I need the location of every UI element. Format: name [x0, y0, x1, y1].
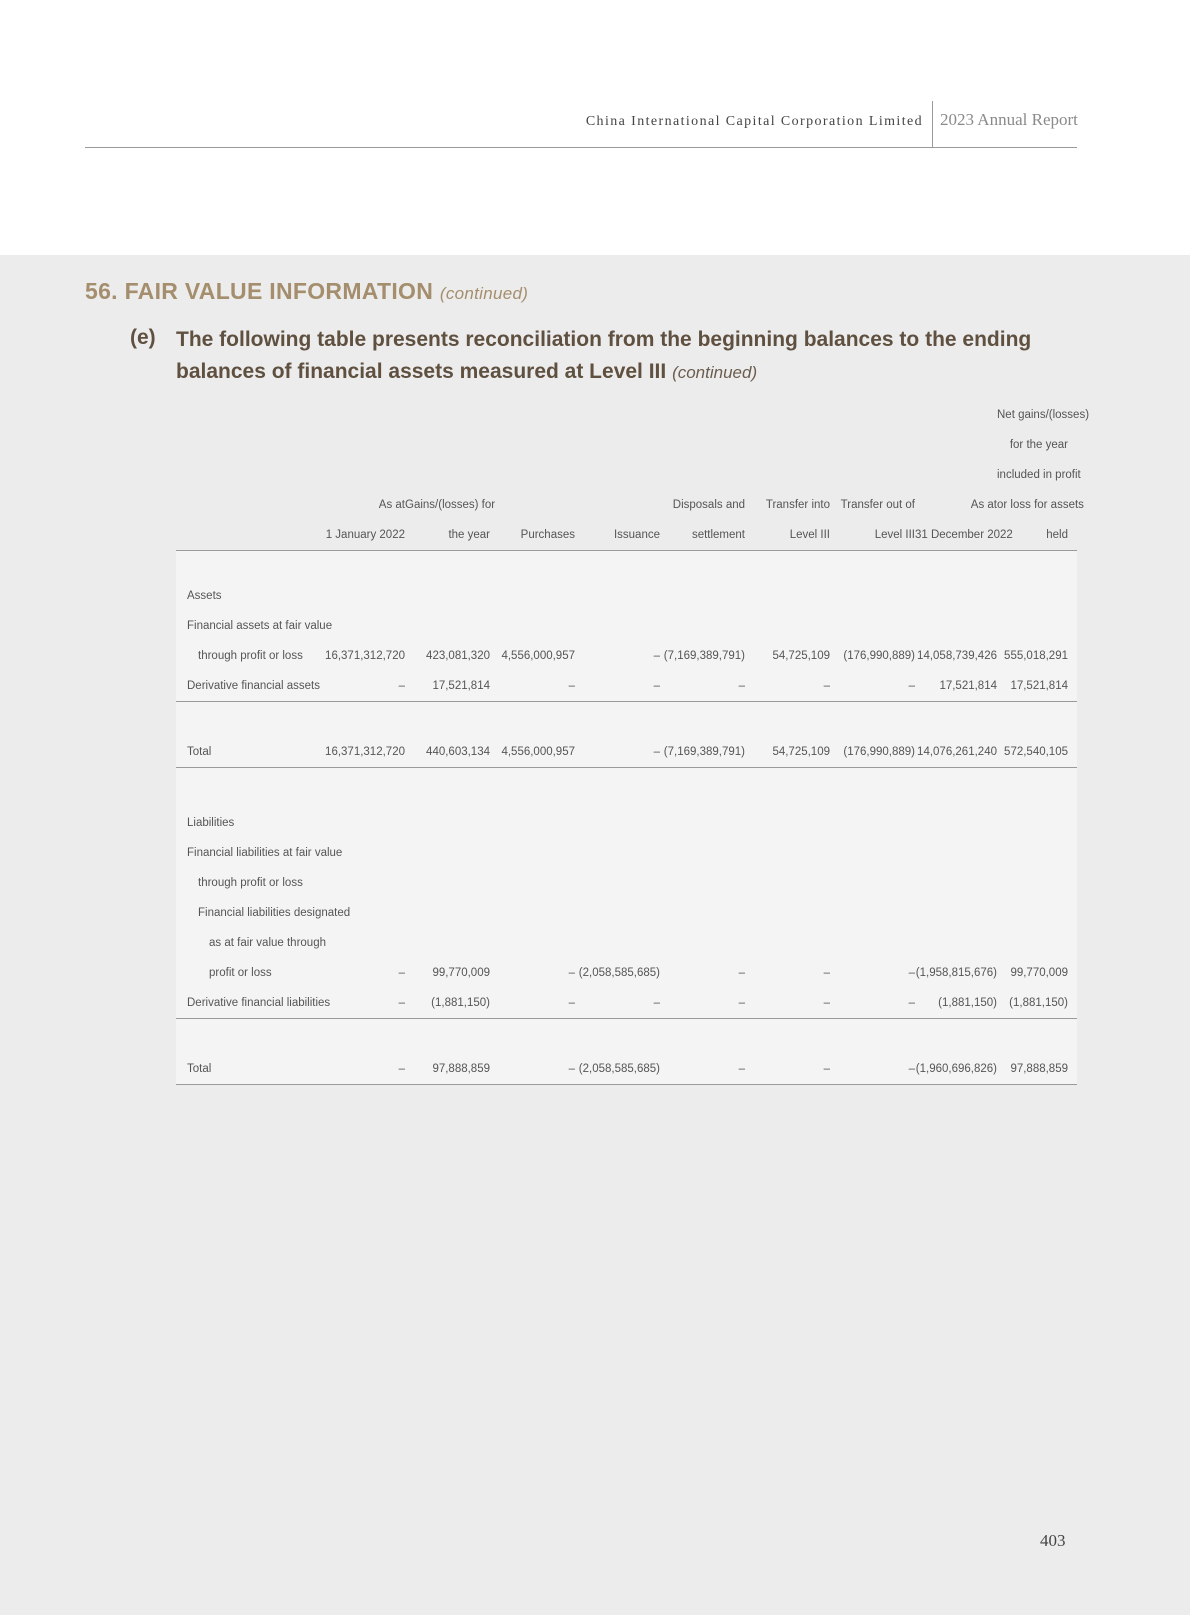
section-title-text: FAIR VALUE INFORMATION — [124, 278, 434, 304]
table-row-fl-designated — [176, 958, 1077, 988]
header-cell — [490, 400, 575, 430]
table-cell: 14,058,739,426 — [915, 641, 997, 671]
table-cell: (1,958,815,676) — [915, 958, 997, 988]
table-cell: (1,960,696,826) — [915, 1054, 997, 1085]
header-cell — [176, 430, 320, 460]
table-cell: (7,169,389,791) — [660, 641, 745, 671]
header-cell: Purchases — [490, 520, 575, 551]
header-cell — [575, 460, 660, 490]
spacer-row — [176, 551, 1077, 567]
table-row-total-assets — [176, 737, 1077, 768]
header-cell — [320, 430, 405, 460]
header-cell — [405, 460, 490, 490]
table-cell: 54,725,109 — [745, 737, 830, 768]
table-cell: 97,888,859 — [405, 1054, 490, 1085]
header-cell — [176, 490, 320, 520]
table-row-fl-label — [176, 838, 1077, 868]
header-cell — [660, 400, 745, 430]
header-row — [176, 430, 1077, 460]
section-continued: (continued) — [439, 284, 529, 303]
table-cell: 99,770,009 — [997, 958, 1077, 988]
reconciliation-table — [176, 400, 1090, 1085]
table-cell: 423,081,320 — [405, 641, 490, 671]
header-cell — [830, 460, 915, 490]
header-cell — [490, 490, 575, 520]
subsection-title — [176, 324, 1081, 389]
row-label: Financial liabilities designated — [176, 898, 1077, 928]
table-cell: 16,371,312,720 — [320, 737, 405, 768]
table-cell: – — [575, 641, 660, 671]
header-cell — [176, 460, 320, 490]
table-cell: – — [490, 988, 575, 1019]
header-cell: for the year — [1009, 439, 1068, 451]
table-cell: – — [830, 1054, 915, 1085]
table-cell: 4,556,000,957 — [490, 737, 575, 768]
header-cell: Level III — [745, 520, 830, 551]
table-cell: – — [320, 671, 405, 702]
header-cell — [405, 430, 490, 460]
header-cell: included in profit — [997, 469, 1081, 481]
table-cell: – — [575, 737, 660, 768]
header-rule — [85, 147, 1077, 148]
table-row-derivative-assets — [176, 671, 1077, 702]
header-cell — [575, 400, 660, 430]
header-cell: 31 December 2022 — [915, 520, 997, 551]
table-cell: 54,725,109 — [745, 641, 830, 671]
table-cell: 17,521,814 — [915, 671, 997, 702]
table-cell: – — [320, 1054, 405, 1085]
table-cell: (1,881,150) — [997, 988, 1077, 1019]
header-cell — [915, 430, 997, 460]
table-cell: – — [745, 988, 830, 1019]
header-cell: Gains/(losses) for — [405, 499, 496, 511]
table-cell: – — [320, 958, 405, 988]
header-cell — [915, 460, 997, 490]
table-cell: – — [745, 958, 830, 988]
table-row-liabilities-label — [176, 808, 1077, 838]
table-cell: – — [660, 671, 745, 702]
header-cell: Issuance — [575, 520, 660, 551]
table-cell: – — [830, 988, 915, 1019]
table-row-derivative-liabilities — [176, 988, 1077, 1019]
header-row — [176, 460, 1077, 490]
table-cell: 17,521,814 — [405, 671, 490, 702]
table-row-fvtpl-label — [176, 611, 1077, 641]
header-row — [176, 520, 1077, 551]
header-cell: Net gains/(losses) — [997, 409, 1090, 421]
table-cell: – — [320, 988, 405, 1019]
header-cell — [320, 460, 405, 490]
header-company-name: China International Capital Corporation Limited — [585, 114, 923, 129]
table-cell: – — [660, 1054, 745, 1085]
table-cell: – — [745, 1054, 830, 1085]
row-label: Derivative financial liabilities — [176, 988, 320, 1019]
table-cell: 555,018,291 — [997, 641, 1077, 671]
header-cell: or loss for assets — [997, 499, 1084, 511]
table-cell: – — [830, 671, 915, 702]
row-label: Liabilities — [176, 808, 1077, 838]
table-cell: (176,990,889) — [830, 737, 915, 768]
table-cell: – — [575, 988, 660, 1019]
spacer-row — [176, 788, 1077, 808]
header-cell: Transfer out of — [840, 499, 915, 511]
spacer-row — [176, 566, 1077, 581]
table-cell: – — [830, 958, 915, 988]
header-cell — [745, 460, 830, 490]
header-cell — [405, 400, 490, 430]
header-cell: Level III — [830, 520, 915, 551]
table-cell: (1,881,150) — [405, 988, 490, 1019]
header-cell — [575, 430, 660, 460]
table-cell: – — [490, 958, 575, 988]
table-cell: (2,058,585,685) — [575, 1054, 660, 1085]
table-cell: – — [745, 671, 830, 702]
row-label: Total — [176, 737, 320, 768]
subsection-continued: (continued) — [672, 363, 758, 382]
table-cell: (2,058,585,685) — [575, 958, 660, 988]
row-label: Derivative financial assets — [176, 671, 320, 702]
table-cell: – — [490, 671, 575, 702]
section-number: 56. — [85, 278, 118, 304]
header-cell: settlement — [660, 520, 745, 551]
header-cell: the year — [405, 520, 490, 551]
table-cell: – — [490, 1054, 575, 1085]
page-number: 403 — [1040, 1531, 1066, 1550]
header-cell — [745, 400, 830, 430]
table-cell: – — [660, 988, 745, 1019]
row-label: through profit or loss — [176, 868, 1077, 898]
table-cell: (1,881,150) — [915, 988, 997, 1019]
table-row-fl-label — [176, 898, 1077, 928]
subsection-title-text: The following table presents reconciliation from the beginning balances to the ending balances of financial assets measured at Level III — [176, 328, 1032, 383]
row-label: Total — [176, 1054, 320, 1085]
header-cell — [176, 520, 320, 551]
table-cell: 14,076,261,240 — [915, 737, 997, 768]
spacer-row — [176, 1039, 1077, 1054]
table-row-fl-label — [176, 868, 1077, 898]
table-cell: – — [660, 958, 745, 988]
table-cell: 97,888,859 — [997, 1054, 1077, 1085]
header-cell — [176, 400, 320, 430]
row-label: Financial assets at fair value — [176, 611, 1077, 641]
header-cell: 1 January 2022 — [320, 520, 405, 551]
header-row — [176, 490, 1077, 520]
table-cell: – — [575, 671, 660, 702]
row-label: through profit or loss — [176, 641, 320, 671]
header-row — [176, 400, 1077, 430]
header-cell: Transfer into — [765, 499, 830, 511]
header-cell — [660, 430, 745, 460]
header-cell — [830, 400, 915, 430]
header-report-title: 2023 Annual Report — [940, 110, 1078, 129]
header-cell: As at — [970, 499, 997, 511]
spacer-row — [176, 768, 1077, 789]
header-cell: As at — [378, 499, 405, 511]
table-cell: 16,371,312,720 — [320, 641, 405, 671]
header-cell — [830, 430, 915, 460]
header-cell — [660, 460, 745, 490]
table-cell: 17,521,814 — [997, 671, 1077, 702]
row-label: profit or loss — [176, 958, 320, 988]
header-cell — [915, 400, 997, 430]
header-cell — [490, 430, 575, 460]
header-cell — [320, 400, 405, 430]
table-row-fl-label — [176, 928, 1077, 958]
section-title — [85, 278, 528, 305]
header-cell — [745, 430, 830, 460]
table-cell: 440,603,134 — [405, 737, 490, 768]
table-row-total-liabilities — [176, 1054, 1077, 1085]
row-label: Assets — [176, 581, 1077, 611]
header-cell: Disposals and — [672, 499, 745, 511]
table-cell: 99,770,009 — [405, 958, 490, 988]
table-row-assets-label — [176, 581, 1077, 611]
spacer-row — [176, 1019, 1077, 1040]
table-cell: (7,169,389,791) — [660, 737, 745, 768]
header-separator — [932, 101, 933, 147]
table-cell: (176,990,889) — [830, 641, 915, 671]
table-cell: 4,556,000,957 — [490, 641, 575, 671]
header-cell — [490, 460, 575, 490]
row-label: as at fair value through — [176, 928, 1077, 958]
spacer-row — [176, 702, 1077, 723]
subsection-marker: (e) — [130, 326, 156, 349]
header-cell: held — [997, 520, 1077, 551]
table-row-fvtpl — [176, 641, 1077, 671]
row-label: Financial liabilities at fair value — [176, 838, 1077, 868]
header-cell — [575, 490, 660, 520]
spacer-row — [176, 722, 1077, 737]
table-cell: 572,540,105 — [997, 737, 1077, 768]
